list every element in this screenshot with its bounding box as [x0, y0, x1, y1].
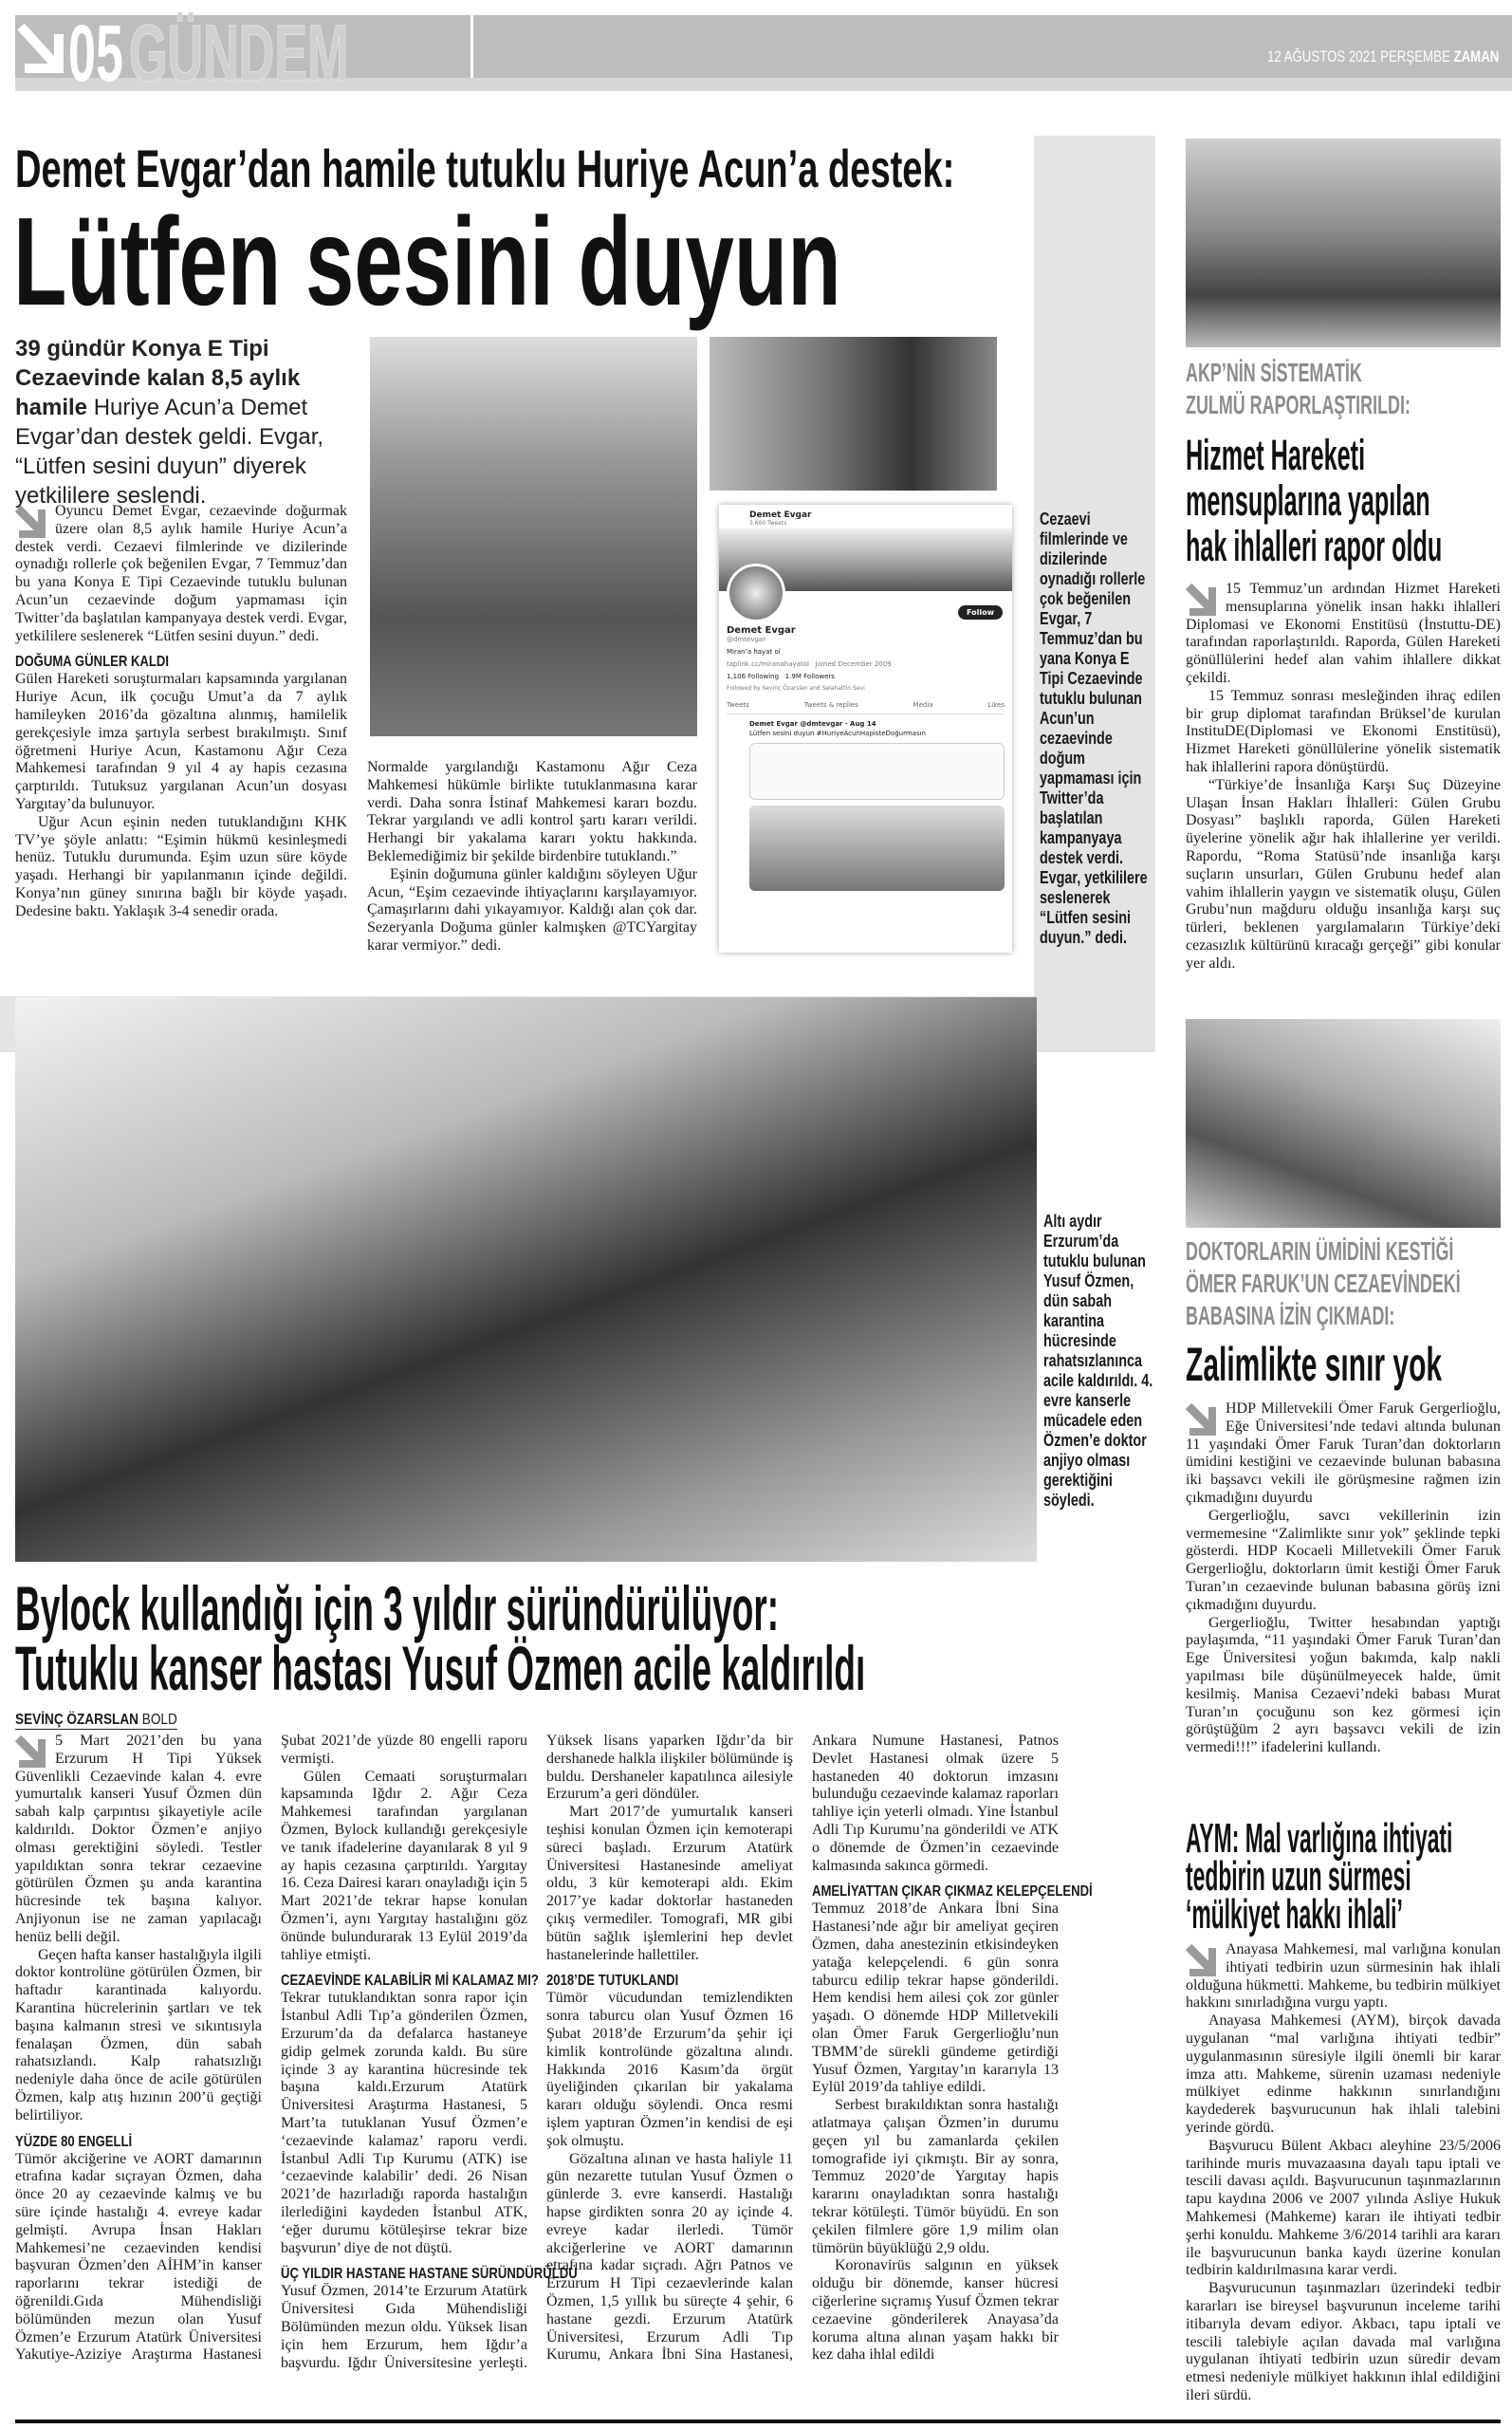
subheading: DOĞUMA GÜNLER KALDI — [15, 654, 170, 671]
family-photo — [370, 337, 697, 736]
story1-headline-main: Lütfen sesini duyun — [13, 192, 841, 331]
headline-line: Hizmet Hareketi — [1186, 431, 1366, 479]
paragraph: Anayasa Mahkemesi (AYM), birçok davada uygulanan “mal varlığına ihtiyati tedbir” uygulanmasının süresiyle ilgili önemli bir karar imza attı. Mahkeme, sürenin uzaması nedeniyle mülkiyet edinme hakkının sınırlandığını kaydederek başvurucunun hak ihlali talebini yerinde gördü. — [1186, 2012, 1501, 2136]
paragraph: Gergerlioğlu, Twitter hesabından yaptığı paylaşımda, “11 yaşındaki Ömer Faruk Turan’dan Ege Üniversitesi yoğun bakımda, kalp nakli yapılması bile düşünülmeyecek halde, ümit kesilmiş. Manisa Cezaevi’ndeki babası Murat Turan’ın çocuğunu son kez görmesi için görüştüğüm 2 ayrı başsavcı vekili de izin vermedi!!!” ifadelerini kullandı. — [1186, 1614, 1501, 1756]
headline-line: ‘mülkiyet hakkı ihlali’ — [1186, 1891, 1403, 1938]
subheading: ÜÇ YILDIR HASTANE HASTANE SÜRÜNDÜRÜLDÜ — [281, 2266, 578, 2283]
hospital-photo — [1186, 1019, 1501, 1228]
date-line — [1267, 47, 1499, 66]
paragraph: Uğur Acun eşinin neden tutuklandığını KHK TV’ye şöyle anlattı: “Eşimin hükmü kesinleşmedi henüz. Tutuklu durumunda. Eşim uzun süre köyde yaşadı. Herhangi bir yapılanmanın içinde değildi. Konya’nın güney sınırına bağlı bir köyde yaşadı. Dedesine baktı. Yaklaşık 3-4 senedir orada. — [15, 813, 347, 919]
headline-line: hak ihlalleri rapor oldu — [1186, 522, 1443, 570]
kicker-line: ÖMER FARUK’UN CEZAEVİNDEKİ — [1186, 1269, 1461, 1298]
avatar — [727, 564, 785, 622]
page-header — [15, 9, 1512, 98]
story3-body — [15, 1733, 1093, 2372]
arrow-down-right-icon — [1186, 584, 1218, 616]
story1-col2 — [367, 759, 697, 955]
paragraph: Tekrar tutuklandıktan sonra rapor için İstanbul Adli Tıp’a gönderilen Özmen, Erzurum’da da defalarca hastaneye gidip gelmek zorunda kaldı. Bu süre içinde 3 ay karantina hücresinde tek başına kaldı.Erzurum Atatürk Üniversitesi Araştırma Hastanesi, 5 Mart’ta tutuklanan Yusuf Özmen’e ‘cezaevinde kalamaz’ raporu verdi. İstanbul Adli Tıp Kurumu (ATK) ise ‘cezaevinde kalabilir’ dedi. 26 Nisan 2021’de hazırladığı raporda hastalığın ilerlediğini kaydeden İstanbul ATK, ‘eğer durumu kötüleşirse tekrar bize başvurun’ diye de not düştü. — [281, 1990, 527, 2256]
headline-line: mensuplarına yapılan — [1186, 476, 1430, 525]
subheading: YÜZDE 80 ENGELLİ — [15, 2133, 133, 2150]
headline-line: Bylock kullandığı için 3 yıldır süründürülüyor: — [15, 1573, 780, 1643]
tab-1[interactable]: Tweets & replies — [803, 701, 858, 709]
story1-deck: 39 gündür Konya E Tipi Cezaevinde kalan 8,5 aylık hamile Huriye Acun’a Demet Evgar’dan destek geldi. Evgar, “Lütfen sesini duyun” diyerek yetkililere seslendi. — [15, 336, 324, 509]
follow-button[interactable]: Follow — [958, 605, 1003, 620]
byline — [15, 1712, 177, 1730]
byline-city: BOLD — [141, 1712, 177, 1728]
story1-col1 — [15, 503, 347, 921]
tab-0[interactable]: Tweets — [727, 701, 749, 709]
story4-kicker — [1186, 1235, 1512, 1332]
arrow-down-right-icon — [15, 1735, 47, 1768]
headline-line: Zalimlikte sınır yok — [1186, 1338, 1443, 1391]
kicker-line: DOKTORLARIN ÜMİDİNİ KESTİĞİ — [1186, 1236, 1454, 1266]
page-number: 05 — [68, 9, 123, 98]
headline-line: Tutuklu kanser hastası Yusuf Özmen acile kaldırıldı — [15, 1633, 866, 1703]
arrow-down-right-icon — [15, 506, 47, 538]
story1-caption: Cezaevi filmlerinde ve dizilerinde oynadığı rollerle çok beğenilen Evgar, 7 Temmuz’dan bu yana Konya E Tipi Cezaevinde tutuklu bulunan Acun’un cezaevinde doğum yapmaması için Twitter’da başlatılan kampanyaya destek verdi. Evgar, yetkililere seslenerek “Lütfen sesini duyun.” dedi. — [1040, 510, 1148, 947]
patient-photo — [15, 997, 1037, 1562]
actress-photo — [710, 337, 997, 491]
story1-headline-top: Demet Evgar’dan hamile tutuklu Huriye Acun’a destek: — [15, 139, 955, 198]
paragraph: 15 Temmuz sonrası mesleğinden ihraç edilen bir grup diplomat tarafından Brüksel’de kurulan InstituDE(Diplomasi ve Ekonomi Enstitüsü), Hizmet Hareketi gönüllülerine yönelik sistematik hak ihlallerini rapora dönüştürdü. — [1186, 687, 1501, 775]
story4-headline — [1186, 1340, 1512, 1389]
paragraph: Tümör vücudundan temizlendikten sonra taburcu olan Yusuf Özmen 16 Şubat 2018’de Erzurum’da şehir içi kimlik kontrolünde gözaltına alındı. Hakkında 2016 Kasım’da örgüt üyeliğinden çıkarılan bir yakalama kararı olduğu söylendi. Onca resmi işlem yaptıran Özmen’in kendisi de eşi şok olmuştu. — [546, 1990, 793, 2149]
story2-headline — [1186, 433, 1512, 569]
story3-caption: Altı aydır Erzurum’da tutuklu bulunan Yusuf Özmen, dün sabah karantina hücresinde rahatsızlanınca acile kaldırıldı. 4. evre kanserle mücadele eden Özmen’e doktor anjiyo olması gerektiğini söyledi. — [1043, 1212, 1153, 1510]
paragraph: Oyuncu Demet Evgar, cezaevinde doğurmak üzere olan 8,5 aylık hamile Huriye Acun’a destek verdi. Cezaevi filmlerinde ve dizilerinde oynadığı rollerle çok beğenilen Evgar, 7 Temmuz’dan bu yana Konya E Tipi Cezaevinde tutuklu bulunan Acun’un cezaevinde doğum yapmaması için Twitter’da başlatılan kampanyaya destek verdi. Evgar, yetkililere seslenerek “Lütfen sesini duyun.” dedi. — [15, 503, 347, 644]
byline-name: SEVİNÇ ÖZARSLAN — [15, 1712, 138, 1728]
subheading: 2018’DE TUTUKLANDI — [546, 1973, 679, 1990]
date: 12 AĞUSTOS 2021 PERŞEMBE — [1266, 47, 1450, 65]
kicker-line: BABASINA İZİN ÇIKMADI: — [1186, 1301, 1395, 1330]
tweet-image — [749, 806, 1005, 891]
paragraph: Koronavirüs salgının en yüksek olduğu bir dönemde, kanser hücresi ciğerlerine sıçramış Yusuf Özmen tekrar cezaevine gönderilerek Anayasa’da koruma altına alınan yaşam hakkı bir kez daha ihlal edildi — [812, 2257, 1059, 2364]
headline-line: AYM: Mal varlığına ihtiyati — [1186, 1815, 1453, 1862]
tweet-profile-name: Demet Evgar — [749, 510, 812, 520]
paragraph: 15 Temmuz’un ardından Hizmet Hareketi mensuplarına yönelik insan hakkı ihlalleri Diplomasi ve Ekonomi Enstitüsü (İnstuttu-DE) tarafından raporlaştırıldı. Raporda, Gülen Hareketi gönüllülerini hedef alan vahim ihlallere dikkat çekildi. — [1186, 581, 1501, 686]
arrow-down-right-icon — [1186, 1403, 1218, 1436]
paragraph: Gergerlioğlu, savcı vekillerinin izin vermemesine “Zalimlikte sınır yok” şeklinde tepki gösterdi. HDP Kocaeli Milletvekili Ömer Faruk Gergerlioğlu, doktorların ümit kestiği Ömer Faruk Turan’ın cezaevinde bulunan babasına görüş izni çıkmadığını duyurdu. — [1186, 1507, 1501, 1613]
kicker-line: ZULMÜ RAPORLAŞTIRILDI: — [1186, 390, 1411, 419]
story4-body — [1186, 1400, 1501, 1757]
tweet-screenshot: Demet Evgar 3,600 Tweets Follow Demet Evgar @dmtevgar Miran’a hayat ol taplink.cc/miranahayatol Joined December 2009 1,106 Following 1.9M Followers Followed by Sevinç Özarslan and Selahattin Sevi Tweets Tweets & replies Media Likes Demet Evgar @dmtevgar · Aug 14 Lütfen sesini duyun #HuriyeAcunHapisteDoğurmasın — [719, 505, 1012, 953]
tab-3[interactable]: Likes — [987, 701, 1005, 709]
paragraph: Yusuf Özmen, 2014’te Erzurum Atatürk Üniversitesi Gıda Mühendisliği Bölümünden mezun oldu. Yüksek lisan için hem Erzurum, hem Iğdır’a başvurdu. Iğdır Üniversitesine yerleşti. Yüksek lisans yaparken Iğdır’da bir dershanede halkla ilişkiler bölümünde iş buldu. Dershaneler kapatılınca ailesiyle Erzurum’a geri döndüler. — [281, 1733, 793, 2371]
subheading: CEZAEVİNDE KALABİLİR Mİ KALAMAZ MI? — [281, 1973, 539, 1990]
paragraph: Mart 2017’de yumurtalık kanseri teşhisi konulan Özmen için kemoterapi süreci başladı. Erzurum Atatürk Üniversitesi Hastanesinde ameliyat oldu, 3 kür kemoterapi aldı. Ekim 2017’ye kadar doktorlar hastaneden çıkış vermediler. Tomografi, MR gibi bütün sağlık işlemlerini hep devlet hastanelerinde hallettiler. — [546, 1804, 793, 1963]
paper-name: ZAMAN — [1453, 47, 1499, 65]
paragraph: Normalde yargılandığı Kastamonu Ağır Ceza Mahkemesi hükümle birlikte tutuklanmasına karar verdi. Daha sonra İstinaf Mahkemesi kararı bozdu. Tekrar yargılandı ve adli kontrol şartı kararı verildi. Herhangi bir yakalama kararı yoktu hakkında. Beklemediğimiz bir şekilde birdenbire tutuklandı.” — [367, 759, 697, 864]
subheading: AMELİYATTAN ÇIKAR ÇIKMAZ KELEPÇELENDİ — [812, 1883, 1093, 1901]
paragraph: Eşinin doğumuna günler kaldığını söyleyen Uğur Acun, “Eşim cezaevinde ihtiyaçlarını karşılayamıyor. Çamaşırlarını dahi yıkayamıyor. Kaldığı alan çok dar. Sezeryanla Doğuma günler kalmışken @TCYargitay karar vermiyor.” dedi. — [367, 865, 697, 954]
paragraph: Tümör akciğerine ve AORT damarının etrafına kadar sıçrayan Özmen, daha önce 20 ay cezaevinde kalmış ve bu süre içinde hastalığı 4. evreye kadar gelmişti. Avrupa İnsan Hakları Mahkemesi’ne cezaevinden kendisi başvuran Özmen’den AİHM’in kanser raporlarını tekrar istediği de öğrenildi.Gıda Mühendisliği bölümünden mezun olan Yusuf Özmen’e Erzurum Atatürk Üniversitesi Yakutiye-Aziziye Araştırma Hastanesi Şubat 2021’de yüzde 80 engelli raporu vermişti. — [15, 1733, 527, 2364]
paragraph: Başvurucu Bülent Akbacı aleyhine 23/5/2006 tarihinde muris muvazaasına dayalı tapu iptali ve tescili davası açıldı. Başvurucunun taşınmazlarının tapu kaydına 2006 ve 2007 yılında Asliye Hukuk Mahkemesi (Mahkeme) kararı ile ihtiyati tedbir şerhi konuldu. Mahkeme 3/6/2014 tarihli ara kararı ile başvurucunun banka kaydı üzerine konulan tedbirin kaldırılmasına karar verdi. — [1186, 2137, 1501, 2279]
quoted-tweet — [749, 743, 1005, 800]
paragraph: 5 Mart 2021’den bu yana Erzurum H Tipi Yüksek Güvenlikli Cezaevinde kalan 4. evre yumurtalık kanseri Yusuf Özmen dün sabah kalp çarpıntısı şikayetiyle acile kaldırıldı. Doktor Özmen’e anjiyo olması gerektiğini söyledi. Testler yapıldıktan sonra tekrar cezaevine götürülen Özmen şu anda karantina hücresinde tek başına kalıyor. Anjiyonun ise ne zaman yapılacağı henüz belli değil. — [15, 1733, 262, 1945]
paragraph: Geçen hafta kanser hastalığıyla ilgili doktor kontrolüne götürülen Özmen, bir haftadır karantinada kalıyordu. Karantina hücrelerinin şartları ve tek başına kalmanın stresi ve sıkıntısıyla fenalaşan Özmen, dün sabah rahatsızlandı. Kalp rahatsızlığı nedeniyle daha önce de acile götürülen Özmen, kalp atış hızının 200’ü geçtiği belirtiliyor. — [15, 1946, 262, 2123]
paragraph: Gözaltına alınan ve hasta haliyle 11 gün nezarette tutulan Yusuf Özmen o günlerde 3. evre kanserdi. Hastalığı hapse girdikten sonra 20 ay içinde 4. evreye kadar ilerledi. Tümör akciğerlerine ve AORT damarının etrafına kadar sıçradı. Ağrı Patnos ve Erzurum H Tipi cezaevlerinde kalan Özmen, 1,5 yıllık bu süreçte 4 şehir, 6 hastane gezdi. Erzurum Atatürk Üniversitesi, Erzurum Adli Tıp Kurumu, Ankara İbni Sina Hastanesi, Ankara Numune Hastanesi, Patnos Devlet Hastanesi olmak üzere 5 hastaneden 40 doktorun imzasını bulunduğu cezaevinde kalamaz raporları tahliye için yeterli olmadı. Yine İstanbul Adli Tıp Kurumu’na gönderildi ve ATK o dönemde de Özmen’in cezaevinde kalmasında sakınca görmedi. — [546, 1733, 1059, 2364]
story2-body — [1186, 581, 1501, 973]
paragraph: Serbest bırakıldıktan sonra hastalığı atlatmaya çalışan Özmen’in durumu geçen yıl bu zamanlarda çekilen tomografide iyi çıkmıştı. Bir ay sonra, Temmuz 2020’de Yargıtay hapis kararını onayladıktan sonra hastalığı tekrar kötüleşti. Tümör büyüdü. En son çekilen filmlere göre 1,9 milim olan tümörün büyüklüğü 2,9 oldu. — [812, 2097, 1059, 2256]
paragraph: Başvurucunun taşınmazları üzerindeki tedbir kararları ise bireysel başvurunun inceleme tarihi itibarıyla devam ediyor. Akbacı, tapu iptali ve tescili talebiyle açılan davada mal varlığına uygulanan ihtiyati tedbirin uzun süredir devam etmesi nedeniyle mülkiyet hakkının ihlal edildiğini ileri sürdü. — [1186, 2280, 1501, 2403]
tab-2[interactable]: Media — [913, 701, 933, 709]
tweet-tabs — [727, 701, 1005, 714]
headline-line: tedbirin uzun sürmesi — [1186, 1853, 1411, 1900]
arrow-down-right-icon — [17, 21, 65, 76]
arrow-down-right-icon — [1186, 1944, 1218, 1976]
section-name: GÜNDEM — [129, 9, 349, 98]
story5-headline — [1186, 1815, 1512, 1938]
paragraph: Gülen Cemaati soruşturmaları kapsamında Iğdır 2. Ağır Ceza Mahkemesi tarafından yargılanan Özmen, Bylock kullandığı gerekçesiyle ve tanık ifadelerine dayanılarak 8 yıl 9 ay hapis cezasına çarptırıldı. Yargıtay 16. Ceza Dairesi kararı onayladığı için 5 Mart 2021’de tekrar hapse konulan Özmen’i, aynı Yargıtay hastalığını göz önünde bulundurarak 13 Eylül 2019’da tahliye etmişti. — [281, 1768, 527, 1963]
story2-kicker — [1186, 357, 1512, 421]
paragraph: “Türkiye’de İnsanlığa Karşı Suç Düzeyine Ulaşan İnsan Hakları İhlalleri: Gülen Grubu Dosyası” başlıklı raporda, Gülen Hareketi üyelerine yönelik ağır hak ihlallerine yer verildi. Rapordu, “Roma Statüsü’nde insanlığa karşı suçların unsurları, Gülen Grubunu hedef alan vahim ihlallerin yaygın ve sistematik oluşu, Gülen Grubu’nun mağduru olduğu insanlığa karşı suç türleri, beklenen yargılamaların Türkiye’deki cezasızlık kültürünü kıracağı gerçeği” gibi konular yer aldı. — [1186, 776, 1501, 972]
paragraph: Temmuz 2018’de Ankara İbni Sina Hastanesi’nde ağır bir ameliyat geçiren Özmen, daha anestezinin etkisindeyken yatağa kelepçelendi. 6 gün sonra taburcu edilip tekrar hapse gönderildi. Hem kendisi hem ailesi çok zor günler yaşadı. O dönemde HDP Milletvekili olan Ömer Faruk Gergerlioğlu’nun TBMM’de sürekli gündeme getirdiği Yusuf Özmen, Yargıtay’ın kararıyla 13 Eylül 2019’da tahliye edildi. — [812, 1901, 1059, 2096]
story5-body — [1186, 1941, 1501, 2405]
paragraph: Anayasa Mahkemesi, mal varlığına konulan ihtiyati tedbirin uzun sürmesinin hak ihlali olduğuna hükmetti. Mahkeme, bu tedbirin mülkiyet hakkını sınırladığına vurgu yaptı. — [1186, 1941, 1501, 2012]
detainees-photo — [1186, 139, 1501, 347]
divider — [15, 2420, 1501, 2423]
paragraph: Gülen Hareketi soruşturmaları kapsamında yargılanan Huriye Acun, ilk çocuğu Umut’a da 7 aylık hamileyken 2016’da gözaltına alınmış, hamilelik gerekçesiyle imza şartıyla serbest bırakılmıştı. Sınıf öğretmeni Huriye Acun, Kastamonu Ağır Ceza Mahkemesi tarafından 9 yıl 4 ay hapis cezasına çarptırıldı. Tutuksuz yargılanan Acun’un dosyası Yargıtay’da bulunuyor. — [15, 671, 347, 812]
paragraph: HDP Milletvekili Ömer Faruk Gergerlioğlu, Eğe Üniversitesi’nde tedavi altında bulunan 11 yaşındaki Ömer Faruk Turan’dan doktorların ümidini kestiğini ve cezaevinde bulunan babasına iki başsavcı vekili ile görüşmesine rağmen izin çıkmadığını duyurdu — [1186, 1400, 1501, 1506]
kicker-line: AKP’NİN SİSTEMATİK — [1186, 358, 1362, 387]
